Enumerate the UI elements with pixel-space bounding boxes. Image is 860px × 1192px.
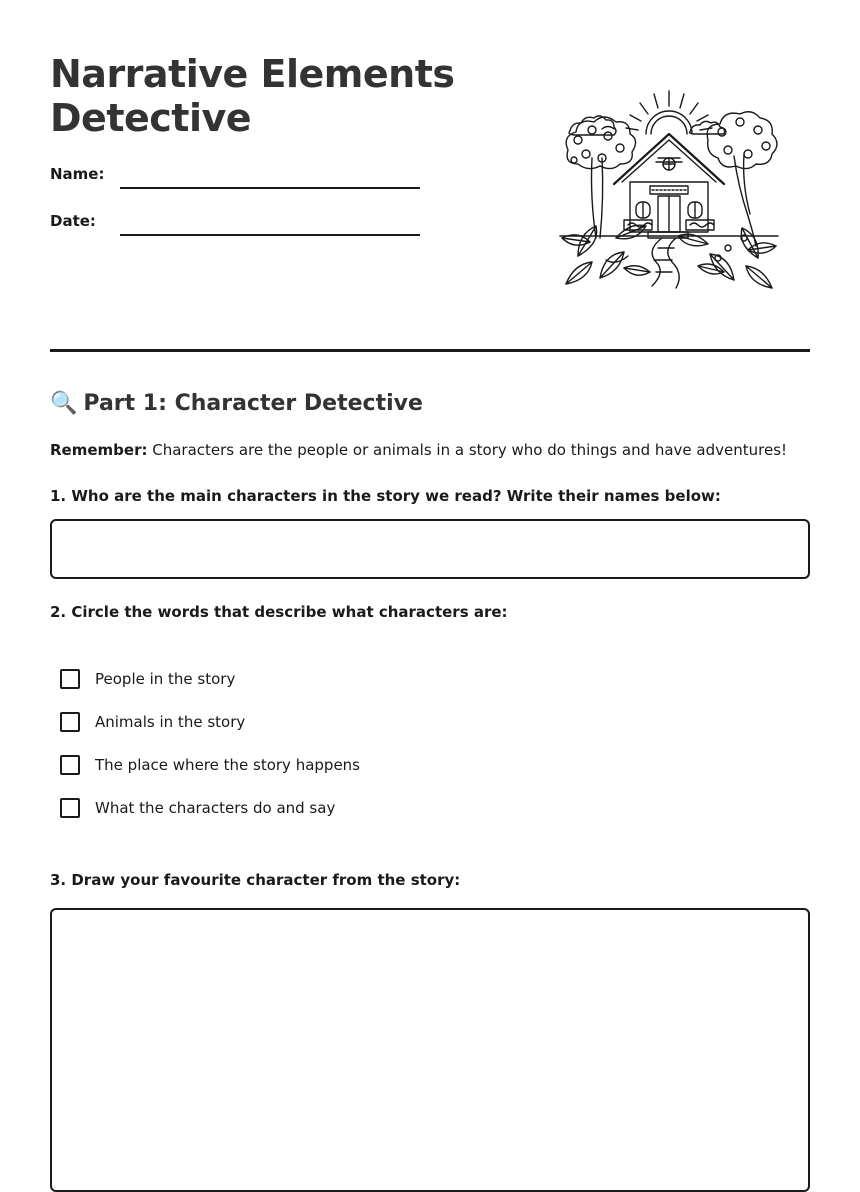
checkbox[interactable] — [60, 669, 80, 689]
question-1: 1. Who are the main characters in the story we read? Write their names below: — [50, 487, 721, 505]
option-label: People in the story — [95, 670, 236, 688]
reminder-label: Remember: — [50, 441, 148, 459]
option-item[interactable] — [60, 710, 245, 734]
header-divider — [50, 349, 810, 352]
foliage-icon — [678, 228, 776, 288]
checkbox[interactable] — [60, 798, 80, 818]
option-label: The place where the story happens — [95, 756, 360, 774]
foliage-icon — [562, 225, 650, 284]
worksheet-page — [50, 0, 810, 1161]
sun-icon — [626, 91, 712, 134]
name-label: Name: — [50, 165, 105, 183]
part1-heading — [50, 386, 423, 420]
option-label: Animals in the story — [95, 713, 246, 731]
magnifying-glass-icon: 🔍 — [50, 390, 78, 416]
part1-heading-text: Part 1: Character Detective — [83, 390, 423, 416]
house-illustration — [558, 88, 780, 298]
house-icon — [614, 134, 724, 232]
option-item[interactable] — [60, 796, 335, 820]
date-line[interactable] — [120, 234, 420, 236]
name-line[interactable] — [120, 187, 420, 189]
character-names-box[interactable] — [50, 519, 810, 579]
option-item[interactable] — [60, 667, 235, 691]
checkbox[interactable] — [60, 712, 80, 732]
question-2: 2. Circle the words that describe what characters are: — [50, 603, 508, 621]
reminder-body: Characters are the people or animals in a story who do things and have adventures! — [147, 441, 788, 459]
option-label: What the characters do and say — [95, 799, 336, 817]
option-item[interactable] — [60, 753, 360, 777]
reminder-text — [50, 440, 810, 460]
worksheet-title: Narrative Elements Detective — [50, 52, 455, 140]
date-label: Date: — [50, 212, 96, 230]
drawing-box[interactable] — [50, 908, 810, 1192]
question-3: 3. Draw your favourite character from the story: — [50, 871, 461, 889]
checkbox[interactable] — [60, 755, 80, 775]
